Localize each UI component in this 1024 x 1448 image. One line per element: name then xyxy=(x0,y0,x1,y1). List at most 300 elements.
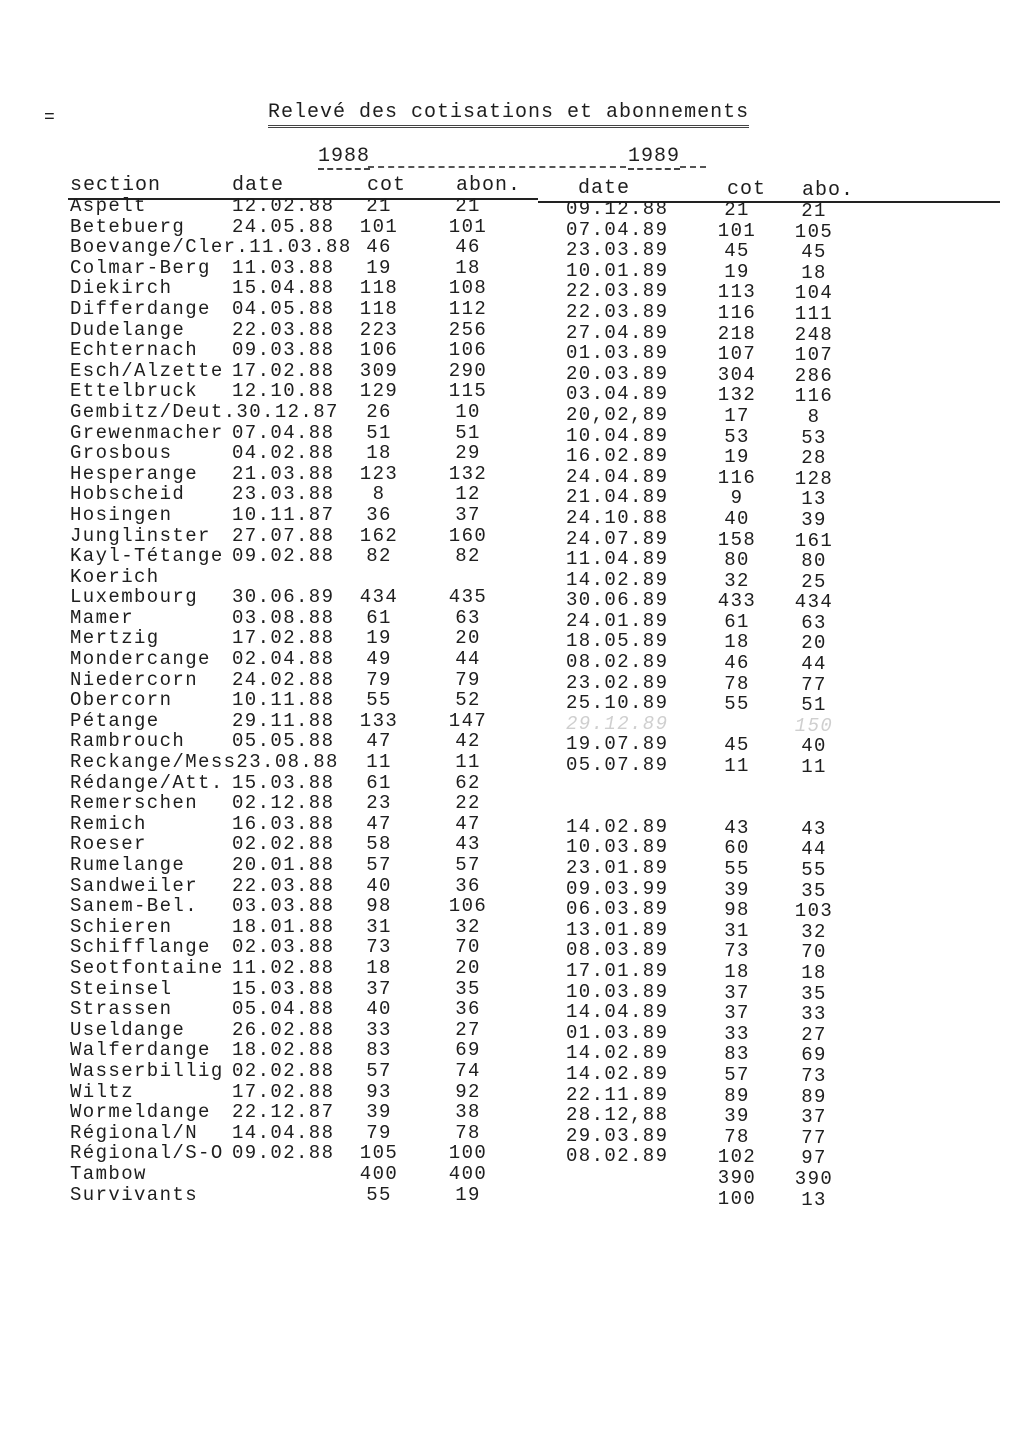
cot-1988-cell: 55 xyxy=(366,1183,392,1206)
abo-1989-cell: 286 xyxy=(794,364,834,387)
cot-1989-cell: 100 xyxy=(717,1187,757,1210)
table-row xyxy=(0,648,1024,676)
cot-1989-cell: 45 xyxy=(724,734,750,757)
section-cell: Wasserbillig xyxy=(70,1059,224,1082)
date-1988-cell: 07.04.88 xyxy=(232,421,335,444)
abon-1988-cell: 36 xyxy=(455,874,481,897)
cot-1989-cell: 78 xyxy=(724,672,750,695)
table-row xyxy=(0,462,1024,490)
cot-1988-cell: 37 xyxy=(366,977,392,1000)
abo-1989-cell: 8 xyxy=(807,405,821,428)
abon-1988-cell: 256 xyxy=(448,318,488,341)
abo-1989-cell: 77 xyxy=(801,673,827,696)
table-row xyxy=(0,318,1024,346)
abon-1988-cell: 106 xyxy=(448,339,488,362)
section-cell: Mondercange xyxy=(70,648,211,671)
section-cell: Aspelt xyxy=(70,195,147,217)
date-1989-cell: 22.03.89 xyxy=(566,280,669,303)
abo-1989-cell: 35 xyxy=(801,879,827,902)
table-row xyxy=(0,565,1024,593)
abo-1989-cell: 18 xyxy=(801,261,827,284)
abon-1988-cell: 63 xyxy=(455,606,481,629)
cot-1989-cell: 107 xyxy=(717,343,757,366)
date-1989-cell: 10.01.89 xyxy=(566,259,669,282)
table-row xyxy=(0,1059,1024,1087)
cot-1989-cell: 40 xyxy=(724,507,750,530)
section-cell: Strassen xyxy=(70,998,173,1021)
abo-1989-cell: 40 xyxy=(801,735,827,758)
cot-1989-cell: 80 xyxy=(724,549,750,572)
header-date-1989: date xyxy=(578,177,631,200)
cot-1988-cell: 93 xyxy=(366,1080,392,1103)
table-row xyxy=(0,400,1024,428)
cot-1988-cell: 133 xyxy=(359,709,399,732)
section-cell: Betebuerg xyxy=(70,215,186,238)
faint-pencil-abo: 150 xyxy=(794,714,834,737)
cot-1988-cell: 26 xyxy=(366,400,392,423)
cot-1988-cell: 98 xyxy=(366,895,392,918)
cot-1989-cell: 18 xyxy=(724,960,750,983)
abo-1989-cell: 105 xyxy=(794,220,834,243)
cot-1989-cell: 433 xyxy=(717,590,757,613)
table-row xyxy=(0,956,1024,984)
abo-1989-cell: 103 xyxy=(794,900,834,923)
abo-1989-cell: 70 xyxy=(801,941,827,964)
date-1989-cell: 14.02.89 xyxy=(566,1062,669,1085)
date-1989-cell: 16.02.89 xyxy=(566,445,669,468)
date-1988-cell: 22.12.87 xyxy=(232,1101,335,1124)
date-1989-cell: 23.02.89 xyxy=(566,671,669,694)
date-1988-cell: 02.03.88 xyxy=(232,936,335,959)
cot-1988-cell: 105 xyxy=(359,1142,399,1165)
cot-1988-cell: 47 xyxy=(366,730,392,753)
abo-1989-cell: 53 xyxy=(801,426,827,449)
table-row xyxy=(0,1080,1024,1108)
abo-1989-cell: 161 xyxy=(794,529,834,552)
abon-1988-cell: 74 xyxy=(455,1059,481,1082)
date-1988-cell: 09.02.88 xyxy=(232,1142,335,1165)
abon-1988-cell: 20 xyxy=(455,956,481,979)
abon-1988-cell: 70 xyxy=(455,936,481,959)
abon-1988-cell: 106 xyxy=(448,895,488,918)
abon-1988-cell: 147 xyxy=(448,709,488,732)
date-1989-cell: 24.04.89 xyxy=(566,465,669,488)
table-row xyxy=(0,586,1024,614)
abo-1989-cell: 18 xyxy=(801,961,827,984)
section-cell: Walferdange xyxy=(70,1039,211,1062)
date-1988-cell: 24.02.88 xyxy=(232,668,335,691)
abo-1989-cell: 28 xyxy=(801,447,827,470)
table-row xyxy=(0,730,1024,758)
date-1989-cell: 24.10.88 xyxy=(566,506,669,529)
date-1988-cell: 22.03.88 xyxy=(232,318,335,341)
cot-1989-cell: 11 xyxy=(724,755,750,778)
abo-1989-cell: 89 xyxy=(801,1085,827,1108)
cot-1989-cell: 18 xyxy=(724,631,750,654)
table-row xyxy=(0,1183,1024,1211)
section-cell: Roeser xyxy=(70,833,147,856)
cot-1988-cell: 118 xyxy=(359,277,399,300)
section-cell: Pétange xyxy=(70,709,160,732)
date-1989-cell: 14.02.89 xyxy=(566,815,669,838)
cot-1988-cell: 18 xyxy=(366,442,392,465)
table-row xyxy=(0,1018,1024,1046)
section-cell: Dudelange xyxy=(70,318,186,341)
date-1988-cell: 15.03.88 xyxy=(232,771,335,794)
abon-1988-cell: 69 xyxy=(455,1039,481,1062)
abo-1989-cell: 39 xyxy=(801,508,827,531)
section-cell: Wormeldange xyxy=(70,1101,211,1124)
cot-1989-cell: 19 xyxy=(724,260,750,283)
abo-1989-cell: 104 xyxy=(794,282,834,305)
header-abo-1989: abo. xyxy=(802,179,855,202)
abon-1988-cell: 82 xyxy=(455,545,481,568)
abo-1989-cell: 116 xyxy=(794,385,834,408)
abon-1988-cell: 100 xyxy=(448,1142,488,1165)
date-1989-cell: 10.04.89 xyxy=(566,424,669,447)
cot-1988-cell: 21 xyxy=(366,195,392,217)
date-1989-cell: 09.12.88 xyxy=(566,198,669,220)
section-cell: Useldange xyxy=(70,1018,186,1041)
cot-1989-cell: 37 xyxy=(724,1002,750,1025)
section-cell: Echternach xyxy=(70,339,199,362)
cot-1989-cell: 113 xyxy=(717,281,757,304)
section-cell: Remich xyxy=(70,812,147,835)
abon-1988-cell: 78 xyxy=(455,1121,481,1144)
page-mark: = xyxy=(44,108,55,128)
abo-1989-cell: 73 xyxy=(801,1064,827,1087)
abon-1988-cell: 29 xyxy=(455,442,481,465)
cot-1988-cell: 55 xyxy=(366,689,392,712)
cot-1989-cell: 46 xyxy=(724,652,750,675)
date-1989-cell: 29.03.89 xyxy=(566,1124,669,1147)
date-1989-cell: 08.02.89 xyxy=(566,651,669,674)
abo-1989-cell: 51 xyxy=(801,694,827,717)
cot-1988-cell: 57 xyxy=(366,1059,392,1082)
cot-1989-cell: 390 xyxy=(717,1166,757,1189)
cot-1989-cell: 55 xyxy=(724,693,750,716)
cot-1988-cell: 51 xyxy=(366,421,392,444)
abon-1988-cell: 57 xyxy=(455,854,481,876)
date-1989-cell: 08.02.89 xyxy=(566,1145,669,1168)
date-1988-cell: 29.11.88 xyxy=(232,709,335,732)
date-1988-cell: 04.05.88 xyxy=(232,297,335,320)
cot-1988-cell: 39 xyxy=(366,1101,392,1124)
abo-1989-cell: 27 xyxy=(801,1023,827,1046)
abon-1988-cell: 12 xyxy=(455,483,481,506)
cot-1988-cell: 49 xyxy=(366,648,392,671)
abo-1989-cell: 434 xyxy=(794,591,834,614)
cot-1988-cell: 40 xyxy=(366,998,392,1021)
table-row xyxy=(0,1162,1024,1190)
cot-1988-cell: 47 xyxy=(366,812,392,835)
table-row xyxy=(0,503,1024,531)
date-1989-cell: 24.01.89 xyxy=(566,609,669,632)
section-cell: Rumelange xyxy=(70,854,186,876)
cot-1988-cell: 162 xyxy=(359,524,399,547)
page-title: Relevé des cotisations et abonnements xyxy=(268,101,749,128)
year-divider-dashes-end xyxy=(680,166,706,168)
section-cell: Hobscheid xyxy=(70,483,186,506)
abo-1989-cell: 21 xyxy=(801,200,827,222)
abo-1989-cell: 44 xyxy=(801,838,827,861)
date-1989-cell: 22.03.89 xyxy=(566,300,669,323)
cot-1989-cell: 19 xyxy=(724,446,750,469)
date-1989-cell: 25.10.89 xyxy=(566,692,669,715)
section-cell: Colmar-Berg xyxy=(70,256,211,279)
date-1989-cell: 01.03.89 xyxy=(566,342,669,365)
section-cell: Kayl-Tétange xyxy=(70,545,224,568)
abon-1988-cell: 115 xyxy=(448,380,488,403)
date-1989-cell: 20,02,89 xyxy=(566,403,669,426)
date-1988-cell: 05.04.88 xyxy=(232,998,335,1021)
date-1988-cell: 22.03.88 xyxy=(232,874,335,897)
cot-1988-cell: 73 xyxy=(366,936,392,959)
section-cell: Schifflange xyxy=(70,936,211,959)
abon-1988-cell: 21 xyxy=(455,195,481,217)
abon-1988-cell: 47 xyxy=(455,812,481,835)
date-1989-cell: 23.03.89 xyxy=(566,239,669,262)
table-row xyxy=(0,915,1024,943)
abo-1989-cell: 44 xyxy=(801,653,827,676)
table-row xyxy=(0,895,1024,923)
cot-1989-cell: 61 xyxy=(724,610,750,633)
table-row xyxy=(0,833,1024,861)
section-cell: Diekirch xyxy=(70,277,173,300)
abo-1989-cell: 69 xyxy=(801,1044,827,1067)
header-date-1988: date xyxy=(232,174,285,197)
cot-1989-cell: 39 xyxy=(724,1105,750,1128)
cot-1988-cell: 19 xyxy=(366,627,392,650)
table-row xyxy=(0,359,1024,387)
cot-1988-cell: 61 xyxy=(366,606,392,629)
section-cell: Mamer xyxy=(70,606,135,629)
section-cell: Koerich xyxy=(70,565,160,588)
abo-1989-cell: 390 xyxy=(794,1167,834,1190)
date-1989-cell: 19.07.89 xyxy=(566,733,669,756)
date-1988-cell: 23.03.88 xyxy=(232,483,335,506)
abo-1989-cell: 77 xyxy=(801,1126,827,1149)
cot-1989-cell: 31 xyxy=(724,919,750,942)
date-1988-cell: 04.02.88 xyxy=(232,442,335,465)
table-row xyxy=(0,1121,1024,1149)
date-1989-cell: 10.03.89 xyxy=(566,836,669,859)
date-1989-cell: 22.11.89 xyxy=(566,1083,669,1106)
table-row xyxy=(0,689,1024,717)
cot-1989-cell: 98 xyxy=(724,899,750,922)
section-cell: Gembitz/Deut.30.12.87 xyxy=(70,400,339,423)
date-1989-cell: 08.03.89 xyxy=(566,939,669,962)
table-row xyxy=(0,442,1024,470)
cot-1989-cell: 21 xyxy=(724,199,750,221)
section-cell: Sanem-Bel. xyxy=(70,895,199,918)
cot-1989-cell: 132 xyxy=(717,384,757,407)
cot-1989-cell: 304 xyxy=(717,363,757,386)
section-cell: Tambow xyxy=(70,1162,147,1185)
header-cot-1988: cot xyxy=(367,174,407,197)
cot-1989-cell: 60 xyxy=(724,837,750,860)
section-cell: Rambrouch xyxy=(70,730,186,753)
date-1988-cell: 18.01.88 xyxy=(232,915,335,938)
abo-1989-cell: 45 xyxy=(801,241,827,264)
abon-1988-cell: 52 xyxy=(455,689,481,712)
cot-1989-cell: 158 xyxy=(717,528,757,551)
date-1988-cell: 09.03.88 xyxy=(232,339,335,362)
cot-1988-cell: 36 xyxy=(366,503,392,526)
table-row xyxy=(0,215,1024,243)
abon-1988-cell: 400 xyxy=(448,1162,488,1185)
cot-1988-cell: 61 xyxy=(366,771,392,794)
date-1988-cell: 03.08.88 xyxy=(232,606,335,629)
table-row xyxy=(0,668,1024,696)
section-cell: Survivants xyxy=(70,1183,199,1206)
date-1988-cell: 16.03.88 xyxy=(232,812,335,835)
abo-1989-cell: 63 xyxy=(801,611,827,634)
table-row xyxy=(0,1142,1024,1170)
abo-1989-cell: 55 xyxy=(801,859,827,881)
section-cell: Ettelbruck xyxy=(70,380,199,403)
section-cell: Luxembourg xyxy=(70,586,199,609)
cot-1989-cell: 37 xyxy=(724,981,750,1004)
section-cell: Sandweiler xyxy=(70,874,199,897)
abon-1988-cell: 42 xyxy=(455,730,481,753)
cot-1989-cell: 53 xyxy=(724,425,750,448)
cot-1989-cell: 83 xyxy=(724,1043,750,1066)
cot-1988-cell: 106 xyxy=(359,339,399,362)
date-1989-cell: 07.04.89 xyxy=(566,218,669,241)
section-cell: Schieren xyxy=(70,915,173,938)
header-abon-1988: abon. xyxy=(456,174,522,197)
cot-1988-cell: 58 xyxy=(366,833,392,856)
cot-1989-cell: 33 xyxy=(724,1022,750,1045)
abon-1988-cell: 132 xyxy=(448,462,488,485)
date-1988-cell: 20.01.88 xyxy=(232,854,335,876)
abon-1988-cell: 62 xyxy=(455,771,481,794)
abo-1989-cell: 97 xyxy=(801,1147,827,1170)
cot-1988-cell: 118 xyxy=(359,297,399,320)
date-1989-cell: 14.02.89 xyxy=(566,568,669,591)
section-cell: Rédange/Att. xyxy=(70,771,224,794)
cot-1988-cell: 129 xyxy=(359,380,399,403)
cot-1988-cell: 8 xyxy=(372,483,386,506)
abo-1989-cell: 13 xyxy=(801,1188,827,1211)
abo-1989-cell: 11 xyxy=(801,756,827,779)
abon-1988-cell: 32 xyxy=(455,915,481,938)
date-1989-cell: 05.07.89 xyxy=(566,754,669,777)
date-1988-cell: 02.02.88 xyxy=(232,1059,335,1082)
abon-1988-cell: 22 xyxy=(455,792,481,815)
cot-1988-cell: 400 xyxy=(359,1162,399,1185)
cot-1989-cell: 32 xyxy=(724,569,750,592)
date-1988-cell: 02.04.88 xyxy=(232,648,335,671)
section-cell: Régional/S-O xyxy=(70,1142,224,1165)
section-cell: Differdange xyxy=(70,297,211,320)
abon-1988-cell: 112 xyxy=(448,297,488,320)
cot-1989-cell: 101 xyxy=(717,219,757,242)
date-1989-cell: 10.03.89 xyxy=(566,980,669,1003)
cot-1989-cell: 73 xyxy=(724,940,750,963)
date-1988-cell: 10.11.87 xyxy=(232,503,335,526)
date-1988-cell: 11.02.88 xyxy=(232,956,335,979)
abon-1988-cell: 92 xyxy=(455,1080,481,1103)
date-1988-cell: 27.07.88 xyxy=(232,524,335,547)
abo-1989-cell: 248 xyxy=(794,323,834,346)
cot-1988-cell: 23 xyxy=(366,792,392,815)
section-cell: Seotfontaine xyxy=(70,956,224,979)
date-1988-cell: 26.02.88 xyxy=(232,1018,335,1041)
date-1989-cell: 01.03.89 xyxy=(566,1021,669,1044)
cot-1989-cell: 116 xyxy=(717,301,757,324)
date-1988-cell: 15.03.88 xyxy=(232,977,335,1000)
cot-1988-cell: 33 xyxy=(366,1018,392,1041)
table-row xyxy=(0,524,1024,552)
abon-1988-cell: 101 xyxy=(448,215,488,238)
date-1988-cell: 10.11.88 xyxy=(232,689,335,712)
section-cell: Reckange/Mess23.08.88 xyxy=(70,751,339,774)
cot-1989-cell: 9 xyxy=(730,487,744,510)
year-1989-heading: 1989 xyxy=(628,145,681,168)
section-cell: Boevange/Cler.11.03.88 xyxy=(70,236,352,259)
cot-1988-cell: 57 xyxy=(366,854,392,876)
cot-1988-cell: 123 xyxy=(359,462,399,485)
cot-1988-cell: 83 xyxy=(366,1039,392,1062)
date-1988-cell: 14.04.88 xyxy=(232,1121,335,1144)
date-1988-cell: 17.02.88 xyxy=(232,1080,335,1103)
abo-1989-cell: 32 xyxy=(801,920,827,943)
table-row xyxy=(0,627,1024,655)
cot-1989-cell: 57 xyxy=(724,1063,750,1086)
table-row xyxy=(0,854,1024,881)
section-cell: Hesperange xyxy=(70,462,199,485)
abon-1988-cell: 19 xyxy=(455,1183,481,1206)
date-1988-cell: 02.02.88 xyxy=(232,833,335,856)
table-row xyxy=(0,773,1024,794)
date-1988-cell: 17.02.88 xyxy=(232,359,335,382)
date-1989-cell: 27.04.89 xyxy=(566,321,669,344)
cot-1988-cell: 101 xyxy=(359,215,399,238)
cot-1988-cell: 309 xyxy=(359,359,399,382)
cot-1989-cell: 78 xyxy=(724,1125,750,1148)
table-row xyxy=(0,380,1024,408)
date-1989-cell: 30.06.89 xyxy=(566,589,669,612)
header-cot-1989: cot xyxy=(727,178,767,201)
date-1988-cell: 03.03.88 xyxy=(232,895,335,918)
table-row xyxy=(0,1101,1024,1129)
section-cell: Steinsel xyxy=(70,977,173,1000)
header-section: section xyxy=(70,174,162,197)
abon-1988-cell: 11 xyxy=(455,751,481,774)
abon-1988-cell: 20 xyxy=(455,627,481,650)
date-1988-cell: 18.02.88 xyxy=(232,1039,335,1062)
cot-1988-cell: 31 xyxy=(366,915,392,938)
abon-1988-cell: 27 xyxy=(455,1018,481,1041)
table-row xyxy=(0,195,1024,222)
table-row xyxy=(0,936,1024,964)
date-1989-cell: 13.01.89 xyxy=(566,918,669,941)
abon-1988-cell: 160 xyxy=(448,524,488,547)
table-row xyxy=(0,236,1024,264)
date-1988-cell: 15.04.88 xyxy=(232,277,335,300)
abon-1988-cell: 51 xyxy=(455,421,481,444)
faint-pencil-date: 29.12.89 xyxy=(566,712,669,735)
cot-1989-cell: 102 xyxy=(717,1146,757,1169)
cot-1989-cell: 116 xyxy=(717,466,757,489)
table-row xyxy=(0,297,1024,325)
abon-1988-cell: 18 xyxy=(455,256,481,279)
section-cell: Régional/N xyxy=(70,1121,199,1144)
date-1988-cell: 09.02.88 xyxy=(232,545,335,568)
date-1989-cell: 20.03.89 xyxy=(566,362,669,385)
